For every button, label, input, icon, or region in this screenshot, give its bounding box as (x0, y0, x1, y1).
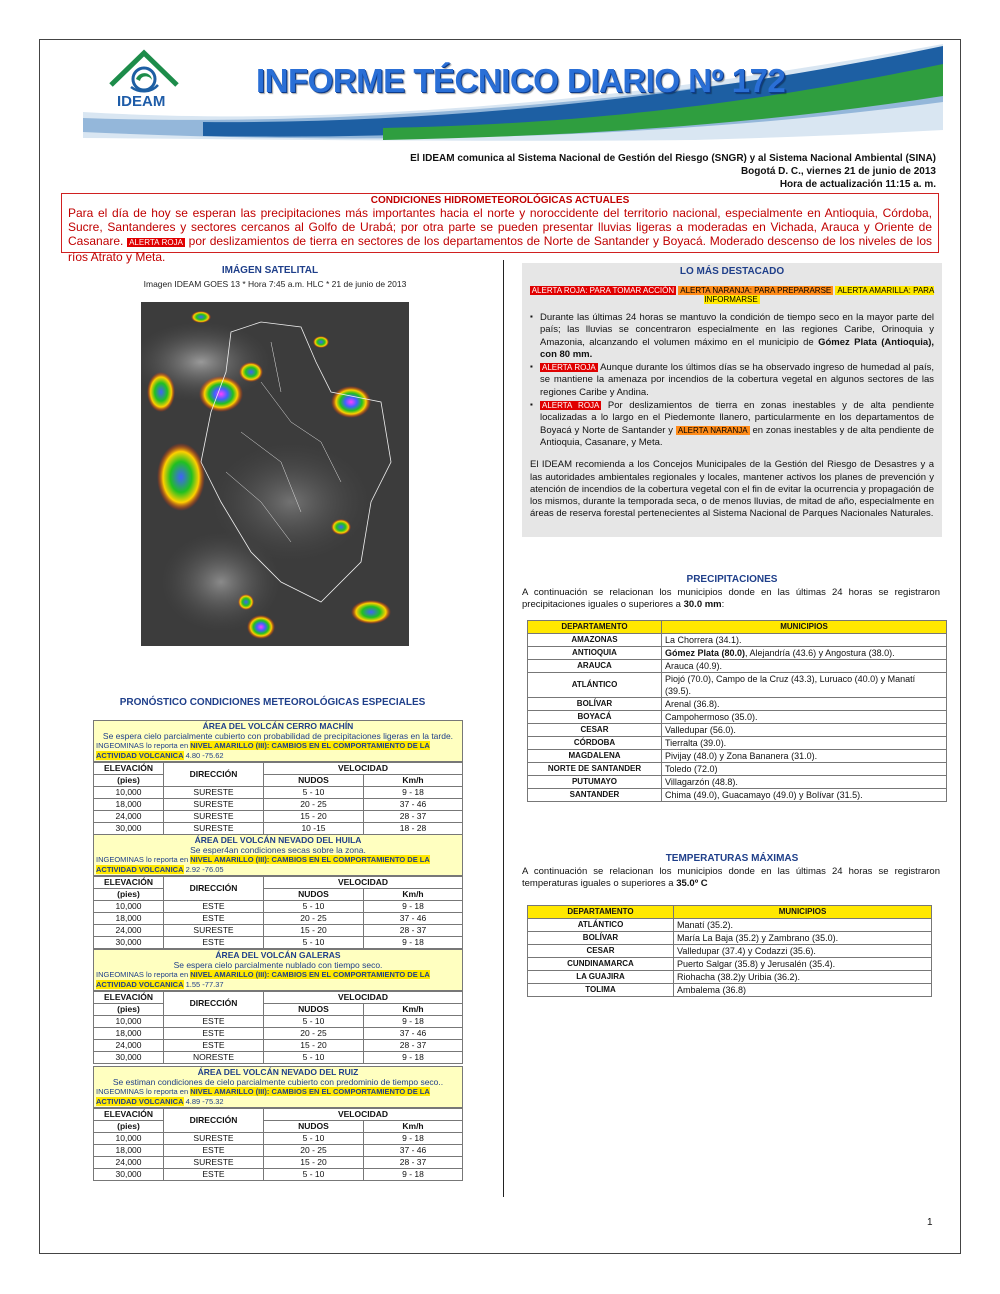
issuer-statement: El IDEAM comunica al Sistema Nacional de Gestión del Riesgo (SNGR) y al Sistema Nacional Ambiental (SINA) (410, 153, 936, 164)
precipitation-threshold: 30.0 mm (683, 599, 722, 610)
knots-cell: 5 - 10 (264, 937, 364, 949)
volcano-header (93, 1066, 463, 1108)
col-feet: (pies) (94, 1121, 164, 1133)
elevation-cell: 24,000 (94, 811, 164, 823)
municipalities-cell (662, 724, 947, 737)
municipalities-cell: Puerto Salgar (35.8) y Jerusalén (35.4). (674, 958, 932, 971)
temperature-title: TEMPERATURAS MÁXIMAS (665, 853, 799, 864)
temperature-intro-text: A continuación se relacionan los municipios donde en las últimas 24 horas se registraron temperaturas iguales o superiores a (522, 866, 940, 889)
municipalities-text: Valledupar (56.0). (665, 725, 736, 735)
col-kmh: Km/h (364, 1004, 463, 1016)
elevation-cell: 10,000 (94, 901, 164, 913)
wind-row (94, 1157, 463, 1169)
current-conditions-title: CONDICIONES HIDROMETEOROLÓGICAS ACTUALES (370, 195, 630, 206)
municipalities-text: Arenal (36.8). (665, 699, 720, 709)
temp-col-mun: MUNICIPIOS (674, 906, 932, 919)
municipalities-cell (662, 763, 947, 776)
kmh-cell: 37 - 46 (364, 799, 463, 811)
col-elevation: ELEVACIÓN (94, 877, 164, 889)
knots-cell: 5 - 10 (264, 1016, 364, 1028)
municipalities-text: Arauca (40.9). (665, 661, 723, 671)
municipalities-cell (662, 647, 947, 660)
municipalities-cell (662, 737, 947, 750)
highlight-3-text: Por deslizamientos de tierra en zonas inestables y de alta pendiente localizadas a lo largo en el Piedemonte llanero, particularmente en los departamentos de Boyacá y Norte de Santander y (540, 400, 935, 436)
kmh-cell: 37 - 46 (364, 1028, 463, 1040)
red-alert-tag: ALERTA ROJA (129, 238, 183, 247)
volcano-name: ÁREA DEL VOLCÁN NEVADO DEL HUILA (194, 835, 362, 845)
alert-legend (522, 286, 942, 304)
volcano-alert-level: NIVEL AMARILLO (III): CAMBIOS EN EL COMPORTAMIENTO DE LA ACTIVIDAD VOLCANICA (96, 741, 430, 760)
col-velocity: VELOCIDAD (264, 1109, 463, 1121)
precip-col-dep: DEPARTAMENTO (528, 621, 662, 634)
highlight-item (530, 400, 934, 449)
wind-table (93, 1108, 463, 1181)
col-kmh: Km/h (364, 889, 463, 901)
precipitation-intro-end: : (721, 599, 725, 610)
highlight-2-tag: ALERTA ROJA (542, 363, 596, 373)
highlight-item (530, 312, 934, 361)
table-row (528, 945, 932, 958)
knots-cell: 15 - 20 (264, 811, 364, 823)
municipalities-text: Villagarzón (48.8). (665, 777, 738, 787)
elevation-cell: 10,000 (94, 787, 164, 799)
highlight-1-bold: Gómez Plata (Antioquia), con 80 mm. (540, 336, 935, 360)
municipalities-cell: Valledupar (37.4) y Codazzi (35.6). (674, 945, 932, 958)
department-cell: CUNDINAMARCA (528, 958, 674, 971)
col-kmh: Km/h (364, 775, 463, 787)
table-row (528, 647, 947, 660)
wind-row (94, 1016, 463, 1028)
wind-table (93, 991, 463, 1064)
table-row (528, 737, 947, 750)
direction-cell: ESTE (164, 1016, 264, 1028)
kmh-cell: 28 - 37 (364, 1157, 463, 1169)
volcano-report (94, 741, 462, 761)
table-row (528, 634, 947, 647)
elevation-cell: 10,000 (94, 1016, 164, 1028)
wind-row (94, 913, 463, 925)
highlight-3-tag: ALERTA ROJA (542, 401, 600, 411)
page-number: 1 (927, 1217, 933, 1228)
highlight-3-text2: en zonas inestables y de alta pendiente de Antioquia, Casanare, y Meta. (540, 424, 934, 448)
wind-subheader-row (94, 1121, 463, 1133)
wind-row (94, 1169, 463, 1181)
knots-cell: 20 - 25 (264, 799, 364, 811)
volcano-name: ÁREA DEL VOLCÁN NEVADO DEL RUIZ (197, 1067, 359, 1077)
kmh-cell: 9 - 18 (364, 1052, 463, 1064)
department-cell: BOLÍVAR (528, 932, 674, 945)
satellite-caption: Imagen IDEAM GOES 13 * Hora 7:45 a.m. HLC * 21 de junio de 2013 (143, 279, 407, 289)
knots-cell: 5 - 10 (264, 787, 364, 799)
precipitation-title: PRECIPITACIONES (686, 574, 778, 585)
volcano-forecast (93, 834, 463, 949)
conditions-text-1: Para el día de hoy se esperan las precipitaciones más importantes hacia el norte y noroccidente del territorio nacional, especialmente en Antioquia, Córdoba, Sucre, Santanderes y sectores cercanos al Golfo de Urabá; por otra parte se pueden presentar lluvias ligeras a moderadas en Vichada, Arauca y Oriente de Casanare. (68, 206, 932, 248)
volcano-coordinates: 2.92 -76.05 (185, 865, 224, 874)
municipalities-text: Toledo (72.0) (665, 764, 718, 774)
col-direction: DIRECCIÓN (164, 1109, 264, 1133)
municipalities-text: La Chorrera (34.1). (665, 635, 742, 645)
department-cell: ARAUCA (528, 660, 662, 673)
wind-row (94, 901, 463, 913)
direction-cell: ESTE (164, 1040, 264, 1052)
municipalities-text: Pivijay (48.0) y Zona Bananera (31.0). (665, 751, 818, 761)
department-cell: LA GUAJIRA (528, 971, 674, 984)
current-conditions-box (61, 193, 939, 264)
col-knots: NUDOS (264, 775, 364, 787)
volcano-report-source: INGEOMINAS lo reporta en (96, 1087, 189, 1096)
highlights-list (530, 312, 934, 449)
report-issuer (410, 152, 936, 191)
municipalities-text: Piojó (70.0), Campo de la Cruz (43.3), Luruaco (40.0) y Manatí (39.5). (665, 674, 916, 696)
wind-table (93, 876, 463, 949)
direction-cell: SURESTE (164, 1133, 264, 1145)
report-title: INFORME TÉCNICO DIARIO Nº 172 (256, 62, 786, 99)
table-row (528, 919, 932, 932)
col-velocity: VELOCIDAD (264, 877, 463, 889)
direction-cell: NORESTE (164, 1052, 264, 1064)
knots-cell: 20 - 25 (264, 1028, 364, 1040)
col-feet: (pies) (94, 1004, 164, 1016)
volcano-forecast (93, 720, 463, 835)
knots-cell: 15 - 20 (264, 925, 364, 937)
department-cell: CESAR (528, 724, 662, 737)
municipalities-cell (662, 673, 947, 698)
municipalities-cell: Riohacha (38.2)y Uribia (36.2). (674, 971, 932, 984)
volcano-forecast (93, 949, 463, 1064)
volcano-report (94, 1087, 462, 1107)
knots-cell: 15 - 20 (264, 1040, 364, 1052)
knots-cell: 5 - 10 (264, 1052, 364, 1064)
precipitation-intro (522, 587, 940, 611)
volcano-header (93, 720, 463, 762)
knots-cell: 20 - 25 (264, 1145, 364, 1157)
highlight-3-tag2: ALERTA NARANJA (677, 425, 748, 435)
col-direction: DIRECCIÓN (164, 763, 264, 787)
table-row (528, 789, 947, 802)
temperature-threshold: 35.0º C (676, 878, 708, 889)
department-cell: SANTANDER (528, 789, 662, 802)
municipalities-text: , Alejandría (43.6) y Angostura (38.0). (745, 648, 895, 658)
department-cell: BOYACÁ (528, 711, 662, 724)
wind-row (94, 925, 463, 937)
wind-header-row (94, 992, 463, 1004)
table-row (528, 750, 947, 763)
wind-row (94, 1133, 463, 1145)
forecast-title: PRONÓSTICO CONDICIONES METEOROLÓGICAS ESPECIALES (119, 697, 426, 708)
wind-table (93, 762, 463, 835)
volcano-report (94, 970, 462, 990)
max-municipality: Gómez Plata (80.0) (665, 648, 746, 658)
col-elevation: ELEVACIÓN (94, 763, 164, 775)
logo-text: IDEAM (117, 93, 166, 110)
satellite-image (141, 302, 409, 646)
col-elevation: ELEVACIÓN (94, 1109, 164, 1121)
direction-cell: SURESTE (164, 787, 264, 799)
municipalities-cell: María La Baja (35.2) y Zambrano (35.0). (674, 932, 932, 945)
elevation-cell: 24,000 (94, 1040, 164, 1052)
wind-row (94, 787, 463, 799)
direction-cell: SURESTE (164, 811, 264, 823)
volcano-coordinates: 4.89 -75.32 (185, 1097, 224, 1106)
department-cell: CÓRDOBA (528, 737, 662, 750)
col-feet: (pies) (94, 889, 164, 901)
kmh-cell: 9 - 18 (364, 937, 463, 949)
department-cell: ATLÁNTICO (528, 673, 662, 698)
direction-cell: SURESTE (164, 799, 264, 811)
legend-yellow-alert: ALERTA AMARILLA: PARA INFORMARSE (704, 286, 935, 304)
elevation-cell: 24,000 (94, 1157, 164, 1169)
satellite-title: IMÁGEN SATELITAL (221, 265, 319, 276)
wind-subheader-row (94, 889, 463, 901)
table-row (528, 673, 947, 698)
precip-col-mun: MUNICIPIOS (662, 621, 947, 634)
volcano-forecast (93, 1066, 463, 1181)
col-direction: DIRECCIÓN (164, 877, 264, 901)
elevation-cell: 30,000 (94, 1052, 164, 1064)
wind-header-row (94, 877, 463, 889)
volcano-header (93, 834, 463, 876)
wind-row (94, 1040, 463, 1052)
wind-subheader-row (94, 1004, 463, 1016)
municipalities-cell (662, 789, 947, 802)
table-row (528, 698, 947, 711)
direction-cell: ESTE (164, 1028, 264, 1040)
volcano-description: Se espera cielo parcialmente cubierto con probabilidad de precipitaciones ligeras en la tarde. (102, 731, 454, 741)
wind-header-row (94, 1109, 463, 1121)
col-knots: NUDOS (264, 1004, 364, 1016)
municipalities-cell: Ambalema (36.8) (674, 984, 932, 997)
municipalities-cell (662, 750, 947, 763)
direction-cell: ESTE (164, 1145, 264, 1157)
department-cell: CESAR (528, 945, 674, 958)
municipalities-cell (662, 634, 947, 647)
elevation-cell: 18,000 (94, 799, 164, 811)
volcano-alert-level: NIVEL AMARILLO (III): CAMBIOS EN EL COMPORTAMIENTO DE LA ACTIVIDAD VOLCANICA (96, 970, 430, 989)
volcano-alert-level: NIVEL AMARILLO (III): CAMBIOS EN EL COMPORTAMIENTO DE LA ACTIVIDAD VOLCANICA (96, 1087, 430, 1106)
direction-cell: ESTE (164, 901, 264, 913)
knots-cell: 20 - 25 (264, 913, 364, 925)
recommendation-text: El IDEAM recomienda a los Concejos Municipales de la Gestión del Riesgo de Desastres y a las autoridades ambientales regionales y locales, mantener activos los planes de prevención y atención de incendios de la cobertura vegetal con el fin de evitar la ocurrencia y propagación de los mismos, durante la temporada seca, o de menos lluvias, de mitad de año, especialmente en áreas de reserva forestal pertenecientes al Sistema Nacional de Parques Nacionales Naturales. (530, 459, 934, 520)
update-time: Hora de actualización 11:15 a. m. (779, 179, 936, 190)
elevation-cell: 30,000 (94, 937, 164, 949)
current-conditions-text (62, 206, 938, 264)
kmh-cell: 28 - 37 (364, 1040, 463, 1052)
report-date: Bogotá D. C., viernes 21 de junio de 2013 (740, 166, 936, 177)
precipitation-intro-text: A continuación se relacionan los municipios donde en las últimas 24 horas se registraron precipitaciones iguales o superiores a (522, 587, 940, 610)
table-row (528, 776, 947, 789)
wind-row (94, 1052, 463, 1064)
table-row (528, 971, 932, 984)
kmh-cell: 9 - 18 (364, 787, 463, 799)
elevation-cell: 10,000 (94, 1133, 164, 1145)
col-direction: DIRECCIÓN (164, 992, 264, 1016)
kmh-cell: 28 - 37 (364, 925, 463, 937)
kmh-cell: 9 - 18 (364, 1169, 463, 1181)
volcano-report-source: INGEOMINAS lo reporta en (96, 855, 189, 864)
col-elevation: ELEVACIÓN (94, 992, 164, 1004)
highlights-title: LO MÁS DESTACADO (679, 266, 785, 277)
col-knots: NUDOS (264, 889, 364, 901)
volcano-name: ÁREA DEL VOLCÁN CERRO MACHÍN (202, 721, 354, 731)
volcano-header (93, 949, 463, 991)
department-cell: MAGDALENA (528, 750, 662, 763)
volcano-description: Se estiman condiciones de cielo parcialmente cubierto con predominio de tiempo seco.. (112, 1077, 444, 1087)
municipalities-cell (662, 711, 947, 724)
kmh-cell: 37 - 46 (364, 913, 463, 925)
direction-cell: ESTE (164, 1169, 264, 1181)
table-row (528, 763, 947, 776)
knots-cell: 5 - 10 (264, 1133, 364, 1145)
department-cell: BOLÍVAR (528, 698, 662, 711)
direction-cell: ESTE (164, 937, 264, 949)
kmh-cell: 18 - 28 (364, 823, 463, 835)
highlight-1-text: Durante las últimas 24 horas se mantuvo la condición de tiempo seco en la mayor parte del país; las lluvias se concentraron especialmente en las regiones Caribe, Orinoquia y Amazonia, alcanzando el volumen máximo en el municipio de (540, 312, 934, 348)
legend-red-alert: ALERTA ROJA: PARA TOMAR ACCIÓN (531, 286, 675, 295)
table-row (528, 711, 947, 724)
volcano-name: ÁREA DEL VOLCÁN GALERAS (215, 950, 341, 960)
municipalities-cell (662, 776, 947, 789)
volcano-coordinates: 1.55 -77.37 (185, 980, 224, 989)
elevation-cell: 30,000 (94, 823, 164, 835)
municipalities-text: Campohermoso (35.0). (665, 712, 758, 722)
wind-header-row (94, 763, 463, 775)
volcano-report-source: INGEOMINAS lo reporta en (96, 970, 189, 979)
wind-subheader-row (94, 775, 463, 787)
col-kmh: Km/h (364, 1121, 463, 1133)
volcano-description: Se esper4an condiciones secas sobre la zona. (190, 845, 366, 855)
knots-cell: 15 - 20 (264, 1157, 364, 1169)
col-knots: NUDOS (264, 1121, 364, 1133)
direction-cell: SURESTE (164, 925, 264, 937)
kmh-cell: 9 - 18 (364, 1133, 463, 1145)
wind-row (94, 811, 463, 823)
municipalities-cell (662, 698, 947, 711)
col-velocity: VELOCIDAD (264, 763, 463, 775)
department-cell: ANTIOQUIA (528, 647, 662, 660)
department-cell: NORTE DE SANTANDER (528, 763, 662, 776)
kmh-cell: 37 - 46 (364, 1145, 463, 1157)
elevation-cell: 30,000 (94, 1169, 164, 1181)
wind-row (94, 823, 463, 835)
legend-orange-alert: ALERTA NARANJA: PARA PREPARARSE (680, 286, 832, 295)
conditions-text-2: por deslizamientos de tierra en sectores de los departamentos de Norte de Santander y Boyacá. Moderado descenso de los niveles de los ríos Atrato y Meta. (68, 234, 933, 264)
col-velocity: VELOCIDAD (264, 992, 463, 1004)
volcano-description: Se espera cielo parcialmente nublado con tiempo seco. (173, 960, 383, 970)
kmh-cell: 9 - 18 (364, 1016, 463, 1028)
volcano-report-source: INGEOMINAS lo reporta en (96, 741, 189, 750)
precipitation-table (527, 620, 947, 802)
wind-row (94, 1145, 463, 1157)
table-row (528, 984, 932, 997)
volcano-alert-level: NIVEL AMARILLO (III): CAMBIOS EN EL COMPORTAMIENTO DE LA ACTIVIDAD VOLCANICA (96, 855, 430, 874)
elevation-cell: 18,000 (94, 1145, 164, 1157)
temperature-table (527, 905, 932, 997)
highlights-box (522, 263, 942, 537)
temperature-intro (522, 866, 940, 890)
wind-row (94, 937, 463, 949)
volcano-report (94, 855, 462, 875)
kmh-cell: 28 - 37 (364, 811, 463, 823)
wind-row (94, 799, 463, 811)
municipalities-text: Tierralta (39.0). (665, 738, 727, 748)
temp-col-dep: DEPARTAMENTO (528, 906, 674, 919)
table-row (528, 958, 932, 971)
elevation-cell: 24,000 (94, 925, 164, 937)
municipalities-text: Chima (49.0), Guacamayo (49.0) y Bolívar (31.5). (665, 790, 863, 800)
highlight-item (530, 362, 934, 399)
highlight-2-text: Aunque durante los últimos días se ha observado ingreso de humedad al país, se mantiene la amenaza por incendios de la cobertura vegetal en algunos sectores de las regiones Caribe y Andina. (540, 362, 934, 398)
wind-row (94, 1028, 463, 1040)
direction-cell: SURESTE (164, 823, 264, 835)
department-cell: AMAZONAS (528, 634, 662, 647)
elevation-cell: 18,000 (94, 1028, 164, 1040)
department-cell: PUTUMAYO (528, 776, 662, 789)
department-cell: TOLIMA (528, 984, 674, 997)
direction-cell: ESTE (164, 913, 264, 925)
col-feet: (pies) (94, 775, 164, 787)
knots-cell: 5 - 10 (264, 1169, 364, 1181)
knots-cell: 10 -15 (264, 823, 364, 835)
column-divider (503, 260, 504, 1197)
kmh-cell: 9 - 18 (364, 901, 463, 913)
department-cell: ATLÁNTICO (528, 919, 674, 932)
elevation-cell: 18,000 (94, 913, 164, 925)
direction-cell: SURESTE (164, 1157, 264, 1169)
volcano-coordinates: 4.80 -75.62 (185, 751, 224, 760)
table-row (528, 724, 947, 737)
table-row (528, 932, 932, 945)
municipalities-cell (662, 660, 947, 673)
knots-cell: 5 - 10 (264, 901, 364, 913)
municipalities-cell: Manatí (35.2). (674, 919, 932, 932)
table-row (528, 660, 947, 673)
